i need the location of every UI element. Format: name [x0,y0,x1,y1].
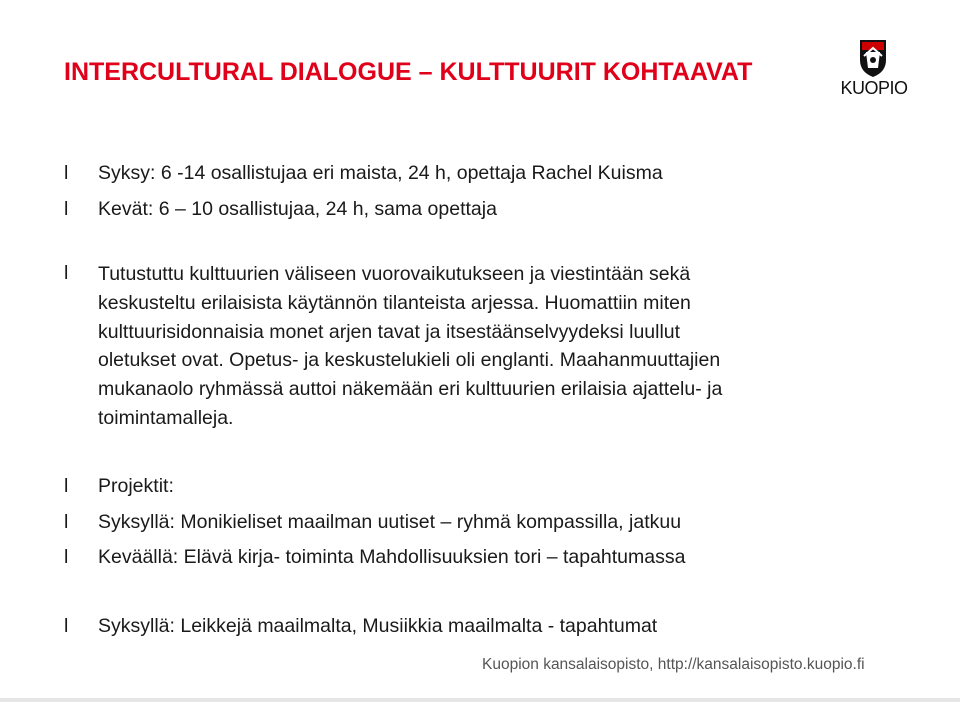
logo-text: KUOPIO [840,78,908,98]
bullet-marker: l [64,262,69,284]
bullet-marker: l [64,198,69,220]
list-item-text: Syksy: 6 -14 osallistujaa eri maista, 24 h, opettaja Rachel Kuisma [98,162,663,184]
paragraph-line: kulttuurisidonnaisia monet arjen tavat ja itsestäänselvyydeksi luullut [98,320,681,343]
bullet-marker: l [64,546,69,568]
paragraph-line: oletukset ovat. Opetus- ja keskustelukieli oli englanti. Maahanmuuttajien [98,349,721,372]
paragraph-line: mukanaolo ryhmässä auttoi näkemään eri kulttuurien erilaisia ajattelu- ja [98,378,723,401]
footer-text: Kuopion kansalaisopisto, http://kansalaisopisto.kuopio.fi [482,656,865,673]
list-item-text: Kevät: 6 – 10 osallistujaa, 24 h, sama opettaja [98,198,497,220]
description-paragraph [98,260,898,433]
kuopio-logo [838,38,910,102]
list-item-text: Syksyllä: Leikkejä maailmalta, Musiikkia maailmalta - tapahtumat [98,615,658,637]
list-item-text: Keväällä: Elävä kirja- toiminta Mahdollisuuksien tori – tapahtumassa [98,546,686,568]
paragraph-line: keskusteltu erilaisista käytännön tilanteista arjessa. Huomattiin miten [98,291,691,314]
paragraph-line: Tutustuttu kulttuurien väliseen vuorovaikutukseen ja viestintään sekä [98,263,691,285]
footer-divider [0,698,960,702]
paragraph-line: toimintamalleja. [98,406,234,429]
bullet-marker: l [64,615,69,637]
list-item-text: Syksyllä: Monikieliset maailman uutiset – ryhmä kompassilla, jatkuu [98,511,682,533]
kuopio-coat-of-arms-icon [858,38,888,78]
bullet-marker: l [64,511,69,533]
bullet-marker: l [64,162,69,184]
projects-heading: Projektit: [98,475,174,497]
bullet-marker: l [64,475,69,497]
slide-title: INTERCULTURAL DIALOGUE – KULTTUURIT KOHTAAVAT [64,58,753,86]
